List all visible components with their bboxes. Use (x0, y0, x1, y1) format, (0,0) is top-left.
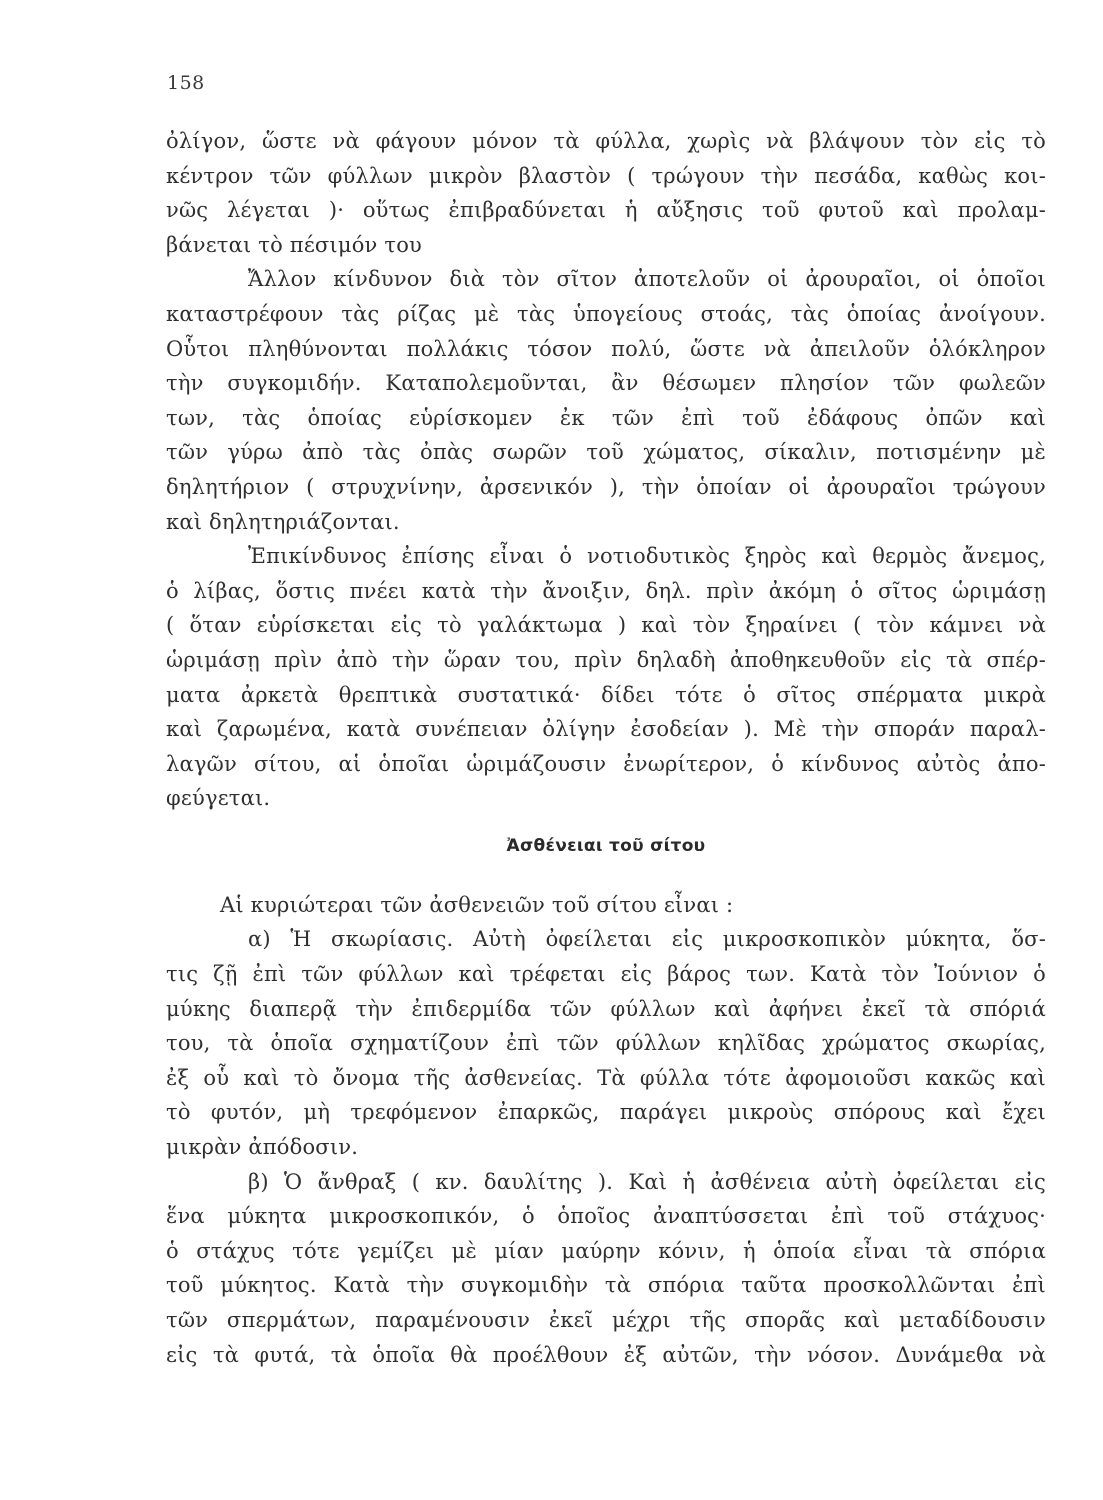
text-line: μικρὰν ἀπόδοσιν. (166, 1135, 359, 1160)
text-line: Οὗτοι πληθύνονται πολλάκις τόσον πολύ, ὥστε νὰ ἀπειλοῦν ὁλόκληρον (166, 336, 1046, 361)
text-line: τὴν συγκομιδήν. Καταπολεμοῦνται, ἂν θέσωμεν πλησίον τῶν φωλεῶν (166, 371, 1046, 396)
text-line: καὶ ζαρωμένα, κατὰ συνέπειαν ὀλίγην ἐσοδείαν ). Μὲ τὴν σποράν παραλ- (166, 717, 1046, 742)
text-line: τῶν σπερμάτων, παραμένουσιν ἐκεῖ μέχρι τῆς σπορᾶς καὶ μεταδίδουσιν (166, 1308, 1046, 1332)
text-line: ὀλίγον, ὥστε νὰ φάγουν μόνον τὰ φύλλα, χωρὶς νὰ βλάψουν τὸν εἰς τὸ (166, 129, 1046, 153)
list-item-rust (166, 922, 1046, 1164)
text-line: ὁ λίβας, ὅστις πνέει κατὰ τὴν ἄνοιξιν, δηλ. πρὶν ἀκόμη ὁ σῖτος ὡριμάσῃ (166, 578, 1046, 603)
text-line: ὡριμάσῃ πρὶν ἀπὸ τὴν ὥραν του, πρὶν δηλαδὴ ἀποθηκευθοῦν εἰς τὰ σπέρ- (166, 647, 1046, 672)
text-line: τις ζῇ ἐπὶ τῶν φύλλων καὶ τρέφεται εἰς βάρος των. Κατὰ τὸν Ἰούνιον ὁ (166, 962, 1046, 987)
text-line: του, τὰ ὁποῖα σχηματίζουν ἐπὶ τῶν φύλλων κηλῖδας χρώματος σκωρίας, (166, 1031, 1046, 1056)
text-line: ἐξ οὗ καὶ τὸ ὄνομα τῆς ἀσθενείας. Τὰ φύλλα τότε ἀφομοιοῦσι κακῶς καὶ (166, 1065, 1046, 1090)
page-number: 158 (167, 72, 205, 94)
text-line: τοῦ μύκητος. Κατὰ τὴν συγκομιδὴν τὰ σπόρια ταῦτα προσκολλῶνται ἐπὶ (166, 1273, 1046, 1298)
paragraph-field-mice (166, 262, 1046, 539)
paragraph-continuation (166, 124, 1046, 262)
text-line: ὁ στάχυς τότε γεμίζει μὲ μίαν μαύρην κόνιν, ἡ ὁποία εἶναι τὰ σπόρια (166, 1238, 1046, 1263)
text-line: Αἱ κυριώτεραι τῶν ἀσθενειῶν τοῦ σίτου εἶναι : (220, 892, 734, 917)
section-heading: Ἀσθένειαι τοῦ σίτου (506, 835, 706, 856)
text-line: καταστρέφουν τὰς ρίζας μὲ τὰς ὑπογείους στοάς, τὰς ὁποίας ἀνοίγουν. (166, 301, 1046, 326)
text-block (166, 124, 1046, 1372)
text-line: Ἐπικίνδυνος ἐπίσης εἶναι ὁ νοτιοδυτικὸς ξηρὸς καὶ θερμὸς ἄνεμος, (248, 544, 1046, 569)
text-line: νῶς λέγεται )· οὕτως ἐπιβραδύνεται ἡ αὔξησις τοῦ φυτοῦ καὶ προλαμ- (166, 198, 1046, 223)
text-line: δηλητήριον ( στρυχνίνην, ἀρσενικόν ), τὴν ὁποίαν οἱ ἀρουραῖοι τρώγουν (166, 474, 1046, 499)
paragraph-hot-wind (166, 539, 1046, 816)
text-line: ματα ἀρκετὰ θρεπτικὰ συστατικά· δίδει τότε ὁ σῖτος σπέρματα μικρὰ (166, 682, 1046, 707)
list-item-smut (166, 1165, 1046, 1373)
text-line: τῶν γύρω ἀπὸ τὰς ὀπὰς σωρῶν τοῦ χώματος, σίκαλιν, ποτισμένην μὲ (166, 440, 1046, 465)
text-line: α) Ἡ σκωρίασις. Αὐτὴ ὀφείλεται εἰς μικροσκοπικὸν μύκητα, ὅσ- (248, 927, 1046, 952)
text-line: τὸ φυτόν, μὴ τρεφόμενον ἐπαρκῶς, παράγει μικροὺς σπόρους καὶ ἔχει (166, 1100, 1046, 1125)
text-line: Ἄλλον κίνδυνον διὰ τὸν σῖτον ἀποτελοῦν οἱ ἀρουραῖοι, οἱ ὁποῖοι (248, 267, 1046, 292)
text-line: εἰς τὰ φυτά, τὰ ὁποῖα θὰ προέλθουν ἐξ αὐτῶν, τὴν νόσον. Δυνάμεθα νὰ (166, 1342, 1046, 1367)
text-line: φεύγεται. (166, 786, 271, 811)
text-line: των, τὰς ὁποίας εὑρίσκομεν ἐκ τῶν ἐπὶ τοῦ ἐδάφους ὀπῶν καὶ (166, 405, 1046, 430)
text-line: ( ὅταν εὑρίσκεται εἰς τὸ γαλάκτωμα ) καὶ τὸν ξηραίνει ( τὸν κάμνει νὰ (166, 613, 1046, 638)
text-line: κέντρον τῶν φύλλων μικρὸν βλαστὸν ( τρώγουν τὴν πεσάδα, καθὼς κοι- (166, 163, 1046, 188)
text-line: β) Ὁ ἄνθραξ ( κν. δαυλίτης ). Καὶ ἡ ἀσθένεια αὐτὴ ὀφείλεται εἰς (248, 1169, 1046, 1194)
text-line: λαγῶν σίτου, αἱ ὁποῖαι ὡριμάζουσιν ἐνωρίτερον, ὁ κίνδυνος αὐτὸς ἀπο- (166, 751, 1046, 776)
text-line: ἕνα μύκητα μικροσκοπικόν, ὁ ὁποῖος ἀναπτύσσεται ἐπὶ τοῦ στάχυος· (166, 1204, 1046, 1229)
paragraph-intro (166, 888, 1046, 923)
text-line: καὶ δηλητηριάζονται. (166, 509, 400, 534)
text-line: μύκης διαπερᾷ τὴν ἐπιδερμίδα τῶν φύλλων καὶ ἀφήνει ἐκεῖ τὰ σπόριά (166, 996, 1046, 1021)
text-line: βάνεται τὸ πέσιμόν του (166, 232, 423, 257)
